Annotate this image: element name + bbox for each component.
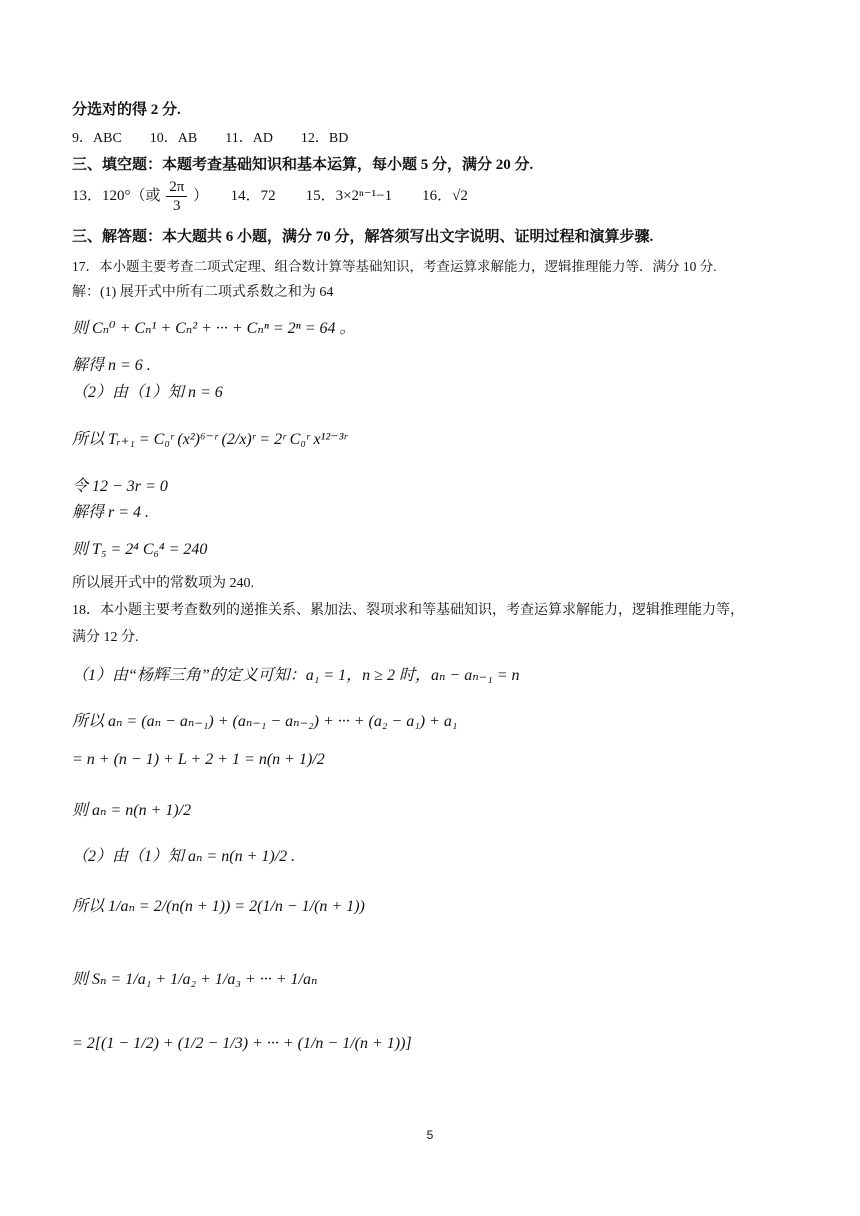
formula: 则 T₅ = 2⁴ C₆⁴ = 240	[72, 541, 208, 558]
section-heading-fill: 三、填空题：本题考查基础知识和基本运算，每小题 5 分，满分 20 分.	[72, 157, 534, 173]
fraction	[166, 178, 187, 215]
formula: （1）由“杨辉三角”的定义可知：a₁ = 1，n ≥ 2 时，aₙ − aₙ₋₁ = n	[72, 667, 520, 684]
formula: = n + (n − 1) + L + 2 + 1 = n(n + 1)/2	[72, 751, 325, 768]
formula: 所以 1/aₙ = 2/(n(n + 1)) = 2(1/n − 1/(n + 1))	[72, 898, 365, 915]
text-line: 满分 12 分.	[72, 630, 139, 645]
formula: 令 12 − 3r = 0	[72, 478, 168, 495]
formula: 则 Cₙ⁰ + Cₙ¹ + Cₙ² + ··· + Cₙⁿ = 2ⁿ = 64 。	[72, 320, 356, 337]
answers-choice: 9．ABC 10．AB 11．AD 12．BD	[72, 131, 349, 146]
formula: 则 Sₙ = 1/a₁ + 1/a₂ + 1/a₃ + ··· + 1/aₙ	[72, 971, 318, 988]
formula: 则 aₙ = n(n + 1)/2	[72, 802, 192, 819]
text-line: 18．本小题主要考查数列的递推关系、累加法、裂项求和等基础知识，考查运算求解能力，逻辑推理能力等，	[72, 603, 744, 618]
page-number: 5	[426, 1128, 434, 1142]
formula: 所以 aₙ = (aₙ − aₙ₋₁) + (aₙ₋₁ − aₙ₋₂) + ··· + (a₂ − a₁) + a₁	[72, 713, 458, 730]
text-line: 解：(1) 展开式中所有二项式系数之和为 64	[72, 285, 334, 300]
formula: 所以 Tᵣ₊₁ = C₀ʳ (x²)⁶⁻ʳ (2/x)ʳ = 2ʳ C₀ʳ x¹²⁻³ʳ	[72, 431, 347, 448]
formula: （2）由（1）知 n = 6	[72, 384, 223, 401]
text-line: 17．本小题主要考查二项式定理、组合数计算等基础知识，考查运算求解能力，逻辑推理能力等．满分 10 分.	[72, 259, 717, 274]
fraction-denominator: 3	[173, 198, 181, 214]
answers-fill	[72, 178, 468, 215]
text-line: 分选对的得 2 分.	[72, 102, 181, 118]
section-heading-solve: 三、解答题：本大题共 6 小题，满分 70 分，解答须写出文字说明、证明过程和演算步骤.	[72, 229, 654, 245]
formula: 解得 n = 6 .	[72, 357, 151, 374]
formula: = 2[(1 − 1/2) + (1/2 − 1/3) + ··· + (1/n − 1/(n + 1))]	[72, 1035, 412, 1052]
formula: （2）由（1）知 aₙ = n(n + 1)/2 .	[72, 848, 296, 865]
formula: 解得 r = 4 .	[72, 504, 150, 521]
fraction-numerator: 2π	[166, 178, 187, 197]
text-line: 所以展开式中的常数项为 240.	[72, 576, 254, 591]
answer-13-prefix: 13．120°（或	[72, 187, 161, 204]
answer-13-16: ） 14．72 15．3×2ⁿ⁻¹−1 16．√2	[193, 187, 468, 204]
